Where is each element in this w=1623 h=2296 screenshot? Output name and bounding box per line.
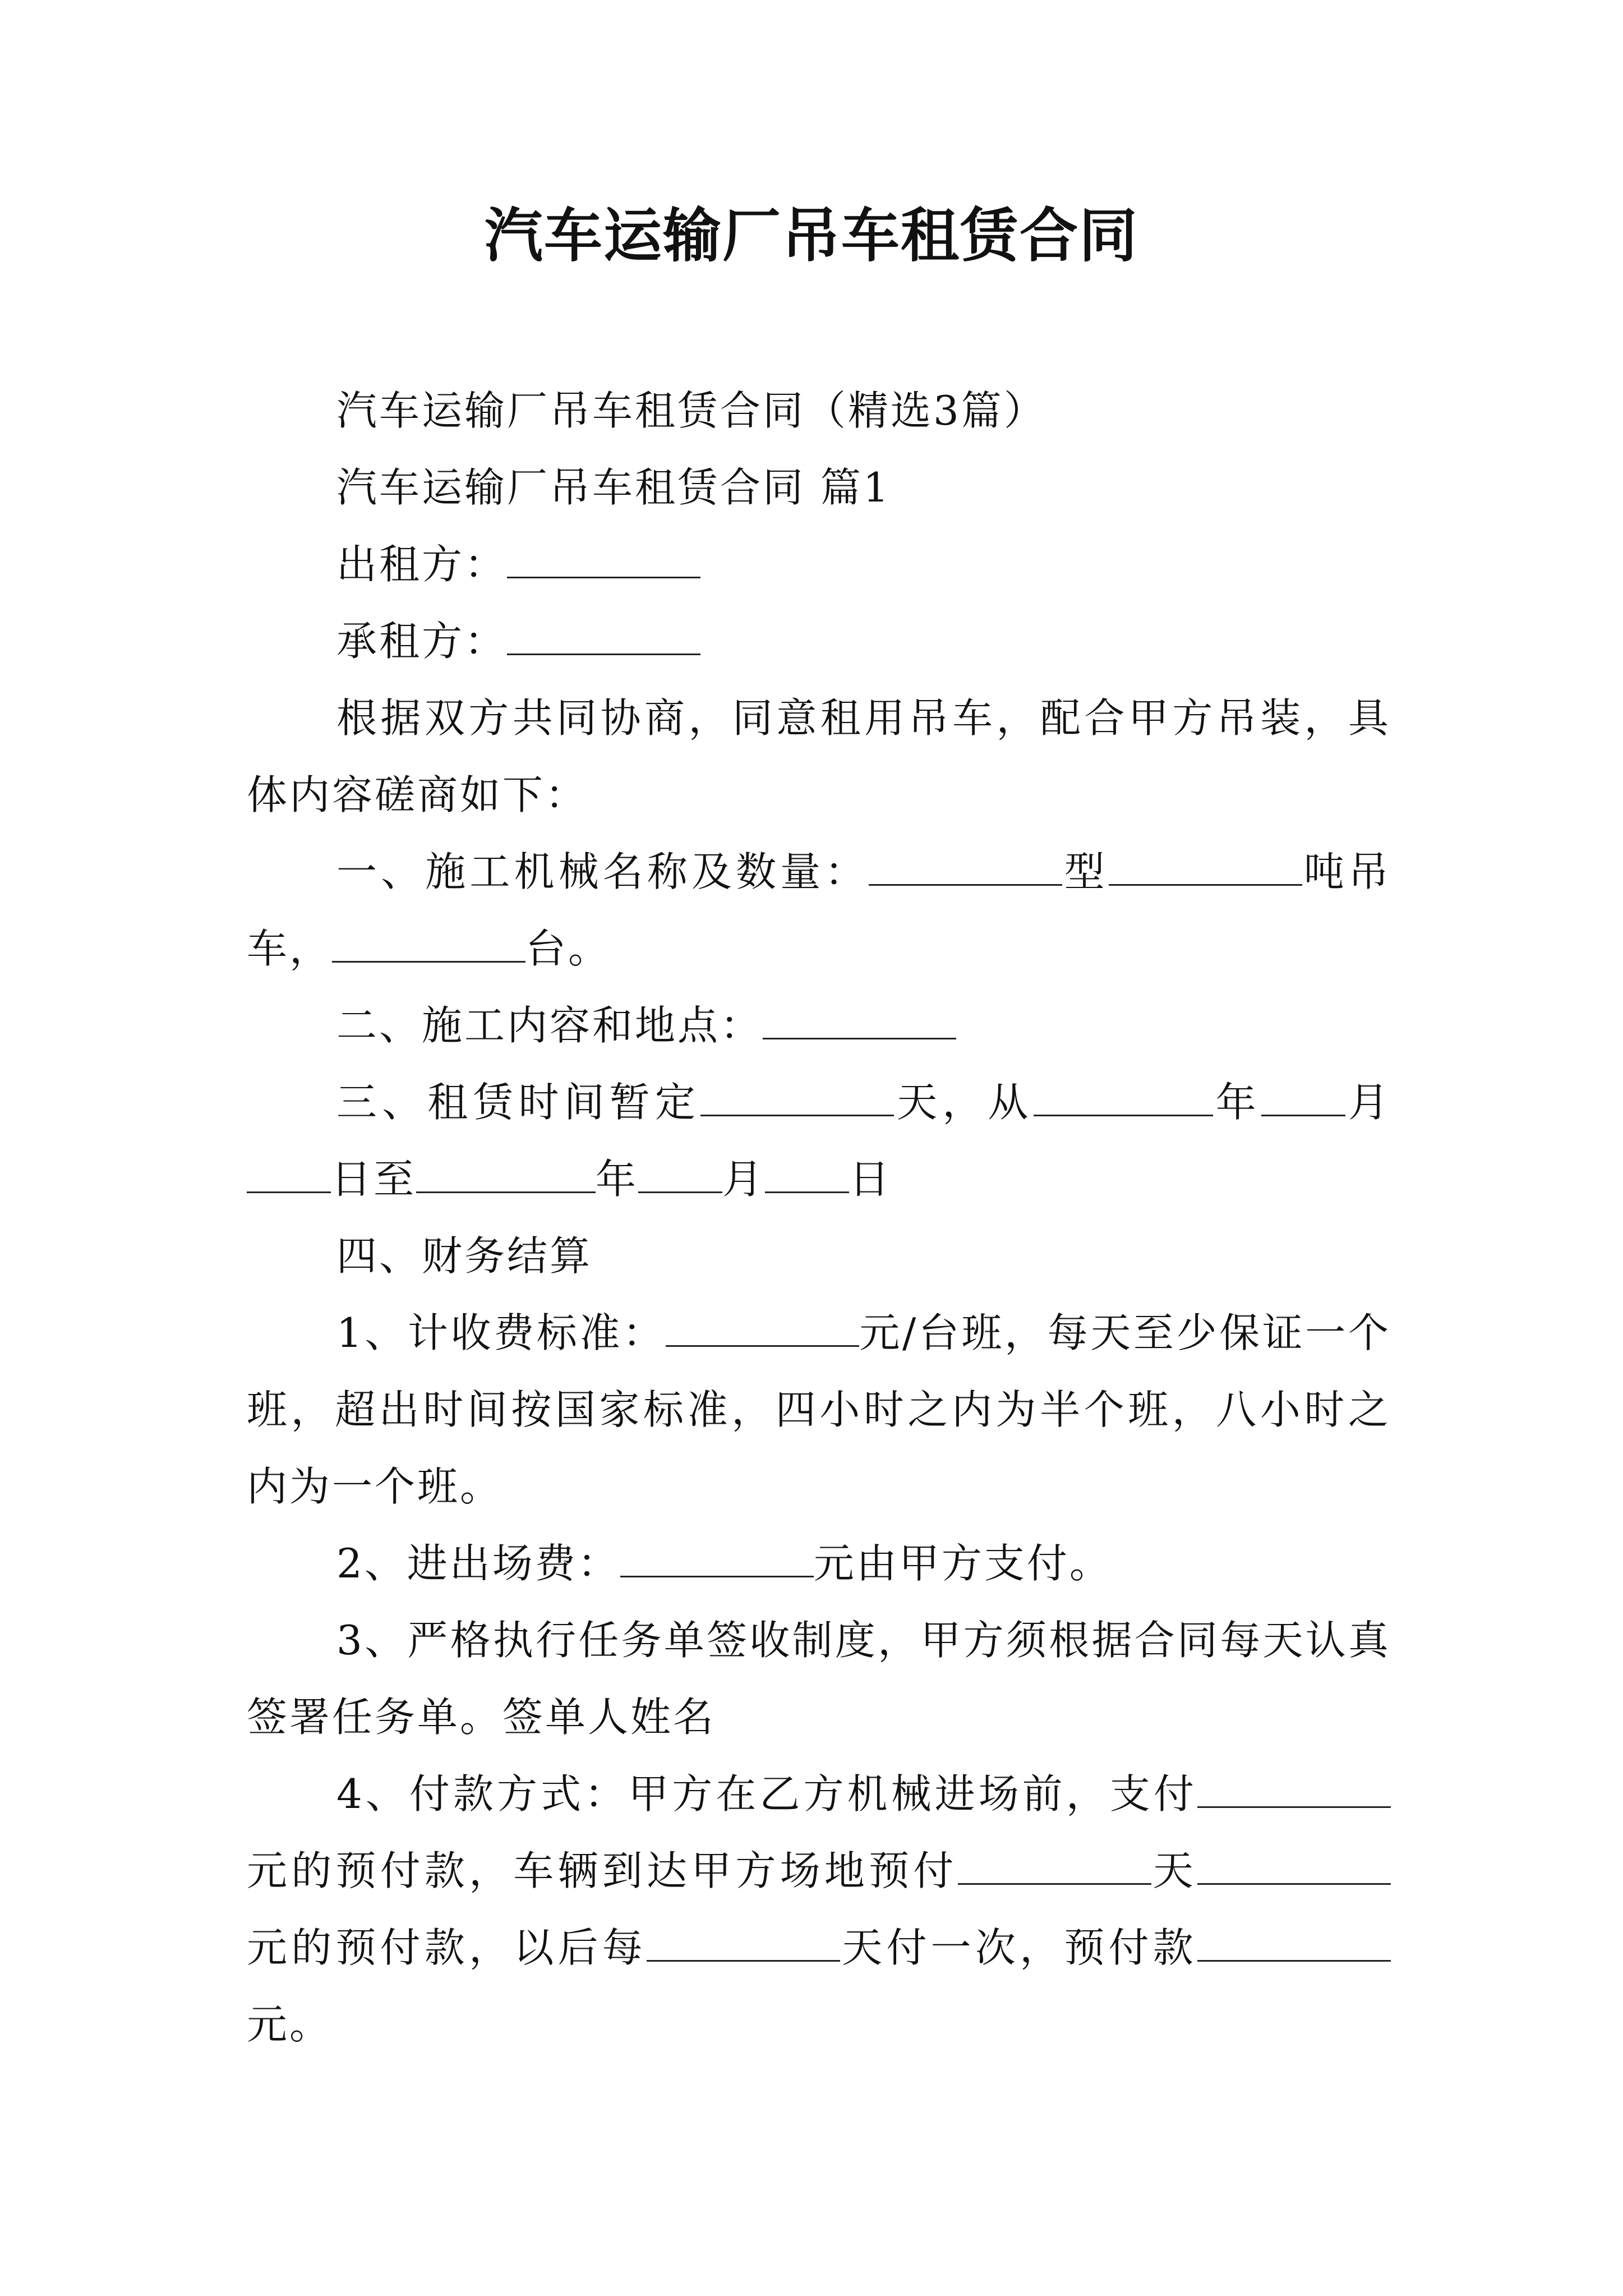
- clause-text: 台。: [525, 925, 611, 972]
- clause-text: 天，从: [894, 1079, 1034, 1126]
- clause-machinery: [247, 834, 1391, 987]
- blank-field: [765, 1162, 849, 1193]
- clause-text: 月: [1345, 1079, 1391, 1126]
- blank-field: [700, 1085, 894, 1116]
- intro-paragraph: 根据双方共同协商，同意租用吊车，配合甲方吊装，具体内容磋商如下：: [247, 694, 1391, 818]
- blank-field: [958, 1854, 1151, 1885]
- clause-text: 吨吊车，: [247, 848, 1391, 972]
- blank-field: [416, 1162, 596, 1193]
- clause-rental-period: [247, 1064, 1391, 1218]
- blank-field: [1109, 855, 1302, 886]
- clause-text: 月: [722, 1156, 766, 1203]
- clause-text: 元的预付款，以后每: [247, 1924, 647, 1971]
- clause-fee-standard: [247, 1295, 1391, 1525]
- clause-text: 年: [1212, 1079, 1261, 1126]
- subtitle-part-1: 汽车运输厂吊车租赁合同 篇1: [336, 464, 891, 511]
- document-title: 汽车运输厂吊车租赁合同: [484, 201, 1138, 270]
- clause-content-location: [247, 987, 1391, 1064]
- clause-text: 一、施工机械名称及数量：: [336, 848, 869, 895]
- clause-text: 1、计收费标准：: [336, 1309, 666, 1356]
- clause-entry-exit-fee: [247, 1525, 1391, 1602]
- blank-field: [1197, 1931, 1391, 1962]
- clause-text: 二、施工内容和地点：: [336, 1002, 763, 1049]
- lessee-line: [247, 603, 1391, 680]
- clause-task-sheet: 3、严格执行任务单签收制度，甲方须根据合同每天认真签署任务单。签单人姓名: [247, 1617, 1391, 1741]
- lessor-line: [247, 526, 1391, 603]
- clause-text: 日至: [331, 1156, 417, 1203]
- clause-text: 三、租赁时间暂定: [336, 1079, 701, 1126]
- blank-field: [1197, 1777, 1391, 1808]
- clause-text: 元的预付款，车辆到达甲方场地预付: [247, 1847, 958, 1894]
- blank-field: [1034, 1085, 1213, 1116]
- blank-field: [332, 932, 525, 963]
- blank-field: [638, 1162, 722, 1193]
- clause-text: 日: [849, 1156, 892, 1203]
- clause-text: 年: [596, 1156, 639, 1203]
- lessee-label: 承租方：: [336, 618, 508, 665]
- blank-field: [666, 1316, 859, 1347]
- clause-text: 元/台班，每天至少保证一个班，超出时间按国家标准，四小时之内为半个班，八小时之内为一个班。: [247, 1309, 1391, 1510]
- subtitle-collection: 汽车运输厂吊车租赁合同（精选3篇）: [336, 387, 1046, 434]
- blank-field: [763, 1009, 956, 1039]
- lessor-blank: [507, 547, 700, 578]
- lessor-label: 出租方：: [336, 541, 508, 588]
- clause-text: 2、进出场费：: [336, 1540, 620, 1587]
- blank-field: [247, 1162, 331, 1193]
- blank-field: [1261, 1085, 1345, 1116]
- clause-text: 4、付款方式：甲方在乙方机械进场前，支付: [336, 1770, 1197, 1818]
- blank-field: [869, 855, 1062, 886]
- clause-text: 型: [1062, 848, 1109, 895]
- clause-payment-method: [247, 1756, 1391, 2063]
- clause-text: 元由甲方支付。: [813, 1540, 1112, 1587]
- clause-text: 元。: [247, 2001, 333, 2048]
- blank-field: [620, 1547, 814, 1577]
- clause-text: 天付一次，预付款: [840, 1924, 1197, 1971]
- blank-field: [647, 1931, 840, 1962]
- clause-financial-settlement: 四、财务结算: [336, 1232, 593, 1280]
- blank-field: [1197, 1854, 1391, 1885]
- clause-text: 天: [1151, 1847, 1197, 1894]
- document-body: [247, 372, 1391, 2063]
- lessee-blank: [507, 624, 700, 655]
